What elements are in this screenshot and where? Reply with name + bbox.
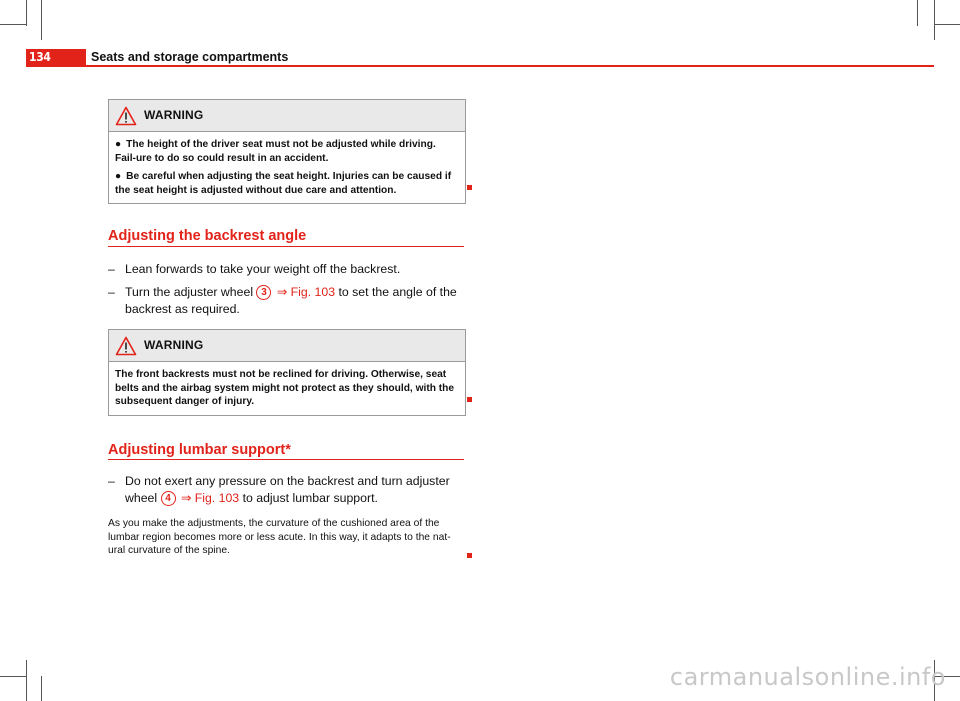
warning-box-backrest	[108, 329, 466, 416]
warning-item-text: The height of the driver seat must not be adjusted while driving. Fail-ure to do so could result in an accident.	[115, 139, 436, 164]
step-text: Lean forwards to take your weight off the backrest.	[125, 262, 401, 276]
crop-mark	[934, 0, 935, 40]
callout-number: 4	[161, 491, 176, 506]
section-end-mark	[467, 185, 472, 190]
step-text	[125, 473, 458, 507]
crop-mark	[41, 676, 42, 701]
warning-body	[109, 362, 465, 415]
header-rule	[86, 65, 934, 67]
step-adjust-lumbar	[108, 473, 458, 507]
bullet: ●	[115, 139, 122, 150]
step-text-pre: Turn the adjuster wheel	[125, 285, 254, 299]
warning-triangle-icon	[115, 336, 137, 356]
crop-mark	[0, 676, 26, 677]
warning-text: The front backrests must not be reclined for driving. Otherwise, seat belts and the airbag system might not protect as they should, with the subsequent danger of injury.	[115, 369, 455, 407]
warning-label: WARNING	[144, 108, 204, 122]
watermark: carmanualsonline.info	[669, 663, 946, 691]
step-dash: –	[108, 474, 115, 488]
warning-box-seat-height	[108, 99, 466, 204]
section-title-backrest: Adjusting the backrest angle	[108, 228, 307, 244]
warning-header	[109, 100, 465, 132]
crop-mark	[26, 0, 27, 26]
page-number: 134	[29, 50, 51, 64]
step-lean-forward	[108, 261, 458, 278]
section-title-lumbar: Adjusting lumbar support*	[108, 442, 291, 458]
lumbar-description: As you make the adjustments, the curvature of the cushioned area of the lumbar region becomes more or less acute. In this way, it adapts to the nat-ural curvature of the spine.	[108, 518, 451, 556]
warning-item-text: Be careful when adjusting the seat height. Injuries can be caused if the seat height is adjusted without due care and attention.	[115, 171, 452, 196]
step-text-pre: Do not exert any pressure on the backrest and turn adjuster wheel	[125, 474, 450, 505]
step-dash: –	[108, 285, 115, 299]
figure-reference-link[interactable]: ⇒ Fig. 103	[276, 285, 336, 299]
section-rule	[108, 246, 464, 247]
section-rule	[108, 459, 464, 460]
step-dash: –	[108, 262, 115, 276]
warning-body	[109, 132, 465, 203]
section-end-mark	[467, 397, 472, 402]
bullet: ●	[115, 171, 122, 182]
callout-number: 3	[256, 285, 271, 300]
section-end-mark	[467, 553, 472, 558]
warning-triangle-icon	[115, 106, 137, 126]
warning-label: WARNING	[144, 338, 204, 352]
warning-item	[115, 138, 459, 165]
crop-mark	[26, 660, 27, 701]
crop-mark	[0, 24, 26, 25]
step-text-post: to adjust lumbar support.	[242, 491, 378, 505]
step-text-post: to set the angle of the backrest as required.	[125, 285, 457, 316]
crop-mark	[41, 0, 42, 40]
warning-header	[109, 330, 465, 362]
warning-item	[115, 170, 459, 197]
running-title: Seats and storage compartments	[91, 50, 289, 64]
step-turn-adjuster	[108, 284, 458, 318]
crop-mark	[934, 24, 960, 25]
figure-reference-link[interactable]: ⇒ Fig. 103	[180, 491, 240, 505]
crop-mark	[917, 0, 918, 26]
step-text	[125, 284, 458, 318]
